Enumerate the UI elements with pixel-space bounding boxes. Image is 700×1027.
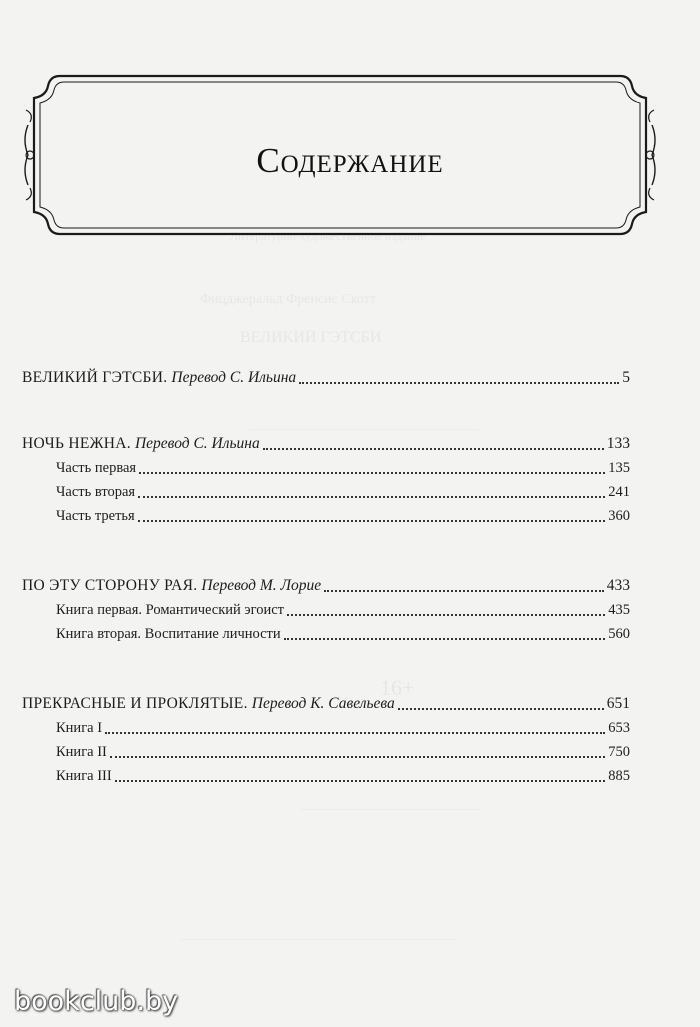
part-title: Книга I [56,720,103,736]
page-number: 653 [608,720,630,736]
translator-credit: Перевод М. Лорие [201,577,322,594]
dot-leader [138,519,606,522]
toc-entry [22,692,630,714]
dot-leader [110,755,605,758]
part-title: Книга III [56,768,112,784]
bleed-through-text: Литературно-художественное издание [230,229,426,243]
toc-entry-title [22,694,395,714]
page-title: Содержание [256,141,444,180]
translator-credit: Перевод С. Ильина [134,435,260,452]
part-title: Часть третья [56,508,135,524]
toc-subentry [56,716,630,738]
work-title: ПРЕКРАСНЫЕ И ПРОКЛЯТЫЕ. [22,695,248,712]
bleed-through-text: ——————————————————————— [180,931,456,945]
dot-leader [105,731,605,734]
page-number: 360 [608,508,630,524]
toc-subentry [56,622,630,644]
bleed-through-text: ——————————————— [300,801,480,815]
toc-subentry [56,740,630,762]
dot-leader [324,589,604,592]
dot-leader [263,447,604,450]
part-title: Часть вторая [56,484,136,500]
part-title: Книга II [56,744,107,760]
bleed-through-text: ——————————————————— [250,421,478,435]
work-title: ВЕЛИКИЙ ГЭТСБИ. [22,369,168,386]
page-number: 433 [606,577,630,594]
dot-leader [284,637,606,640]
toc-entry [22,432,630,454]
dot-leader [287,613,605,616]
toc-subentry [56,598,630,620]
toc-entry-title [22,434,260,454]
bleed-through-text: 16+ [380,680,415,696]
watermark-text: bookclub.by [14,986,179,1017]
page-number: 435 [608,602,630,618]
bleed-through-text: ВЕЛИКИЙ ГЭТСБИ [240,330,382,346]
toc-entry-title [22,368,296,388]
page-number: 560 [608,626,630,642]
toc-subentry [56,504,630,526]
work-title: НОЧЬ НЕЖНА. [22,435,131,452]
work-title: ПО ЭТУ СТОРОНУ РАЯ. [22,577,198,594]
part-title: Книга первая. Романтический эгоист [56,602,285,618]
dot-leader [139,471,605,474]
dot-leader [398,707,604,710]
toc-subentry [56,456,630,478]
translator-credit: Перевод К. Савельева [251,695,395,712]
toc-subentry [56,480,630,502]
bleed-through-text: Фицджеральд Френсис Скотт [200,292,376,307]
page-number: 241 [608,484,630,500]
dot-leader [115,779,606,782]
part-title: Часть первая [56,460,137,476]
toc-subentry [56,764,630,786]
toc-entry [22,574,630,596]
page-number: 651 [606,695,630,712]
dot-leader [299,381,619,384]
page-number: 5 [622,369,630,386]
dot-leader [138,495,605,498]
page-number: 885 [608,768,630,784]
part-title: Книга вторая. Воспитание личности [56,626,281,642]
translator-credit: Перевод С. Ильина [171,369,297,386]
page-number: 133 [606,435,630,452]
page-number: 750 [608,744,630,760]
toc-entry [22,366,630,388]
toc-entry-title [22,576,321,596]
page-number: 135 [608,460,630,476]
